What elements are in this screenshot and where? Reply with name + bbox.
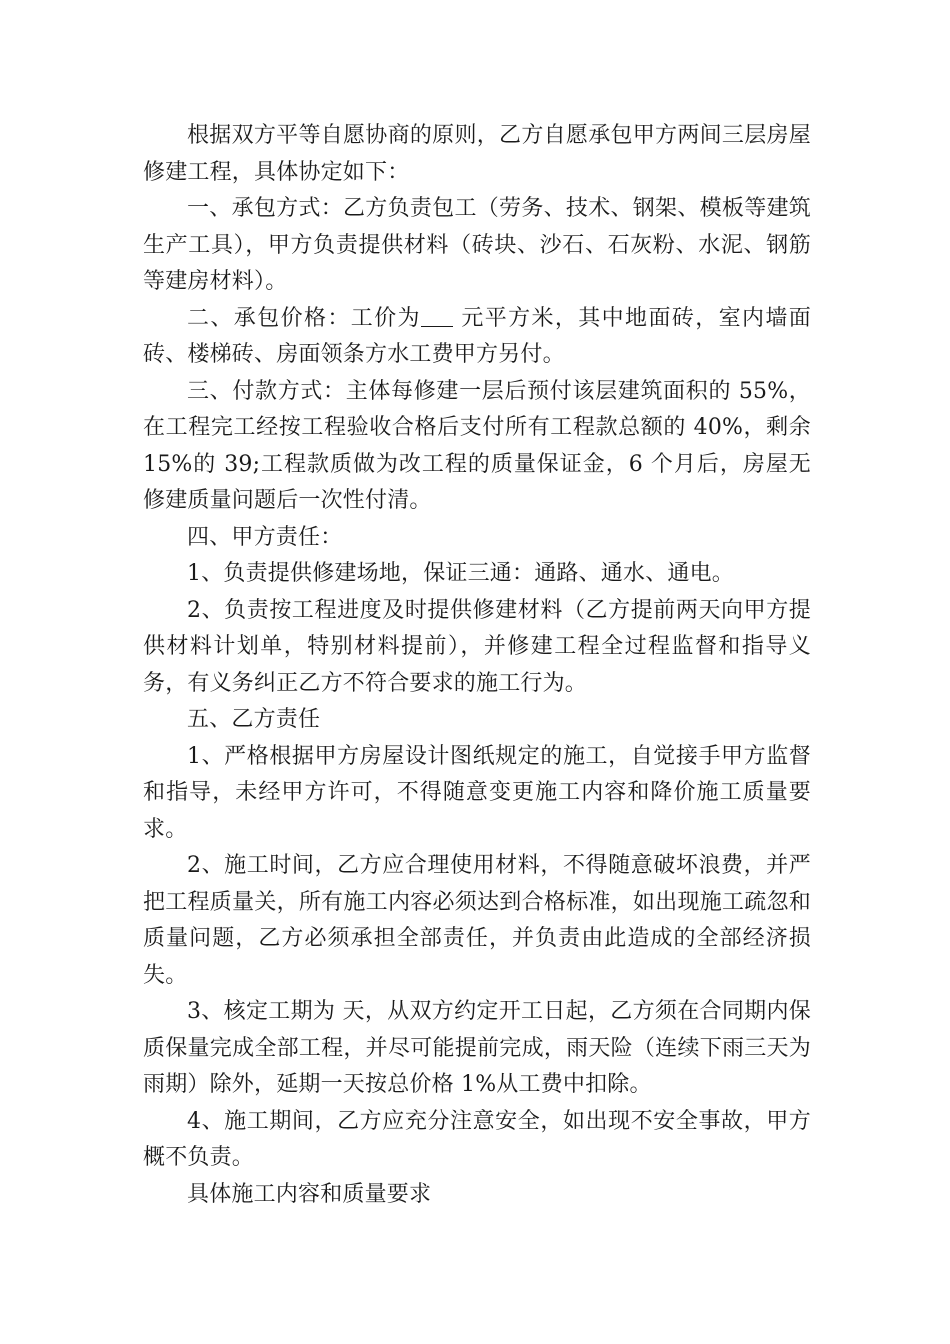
- paragraph-construction-requirements: 具体施工内容和质量要求: [187, 1181, 432, 1207]
- paragraph-payment-method: 三、付款方式：主体每修建一层后预付该层建筑面积的 55%，在工程完工经按工程验收合格后支付所有工程款总额的 40%，剩余 15%的 39;工程款质做为改工程的质量保证金，6 个月后，房屋无修建质量问题后一次性付清。: [143, 378, 811, 513]
- paragraph-party-b-heading: 五、乙方责任: [187, 707, 321, 732]
- paragraph-party-b-item-2: 2、施工时间，乙方应合理使用材料，不得随意破坏浪费，并严把工程质量关，所有施工内容必须达到合格标准，如出现施工疏忽和质量问题，乙方必须承担全部责任，并负责由此造成的全部经济损失。: [143, 853, 811, 988]
- paragraph-party-b-item-3: 3、核定工期为 天，从双方约定开工日起，乙方须在合同期内保质保量完成全部工程，并尽可能提前完成，雨天险（连续下雨三天为雨期）除外，延期一天按总价格 1%从工费中扣除。: [143, 999, 811, 1097]
- paragraph-intro: 根据双方平等自愿协商的原则，乙方自愿承包甲方两间三层房屋修建工程，具体协定如下：: [143, 123, 811, 185]
- paragraph-contract-method: 一、承包方式：乙方负责包工（劳务、技术、钢架、模板等建筑生产工具），甲方负责提供材料（砖块、沙石、石灰粉、水泥、钢筋等建房材料）。: [143, 196, 811, 294]
- paragraph-party-a-item-1: 1、负责提供修建场地，保证三通：通路、通水、通电。: [187, 561, 734, 586]
- paragraph-party-b-item-4: 4、施工期间，乙方应充分注意安全，如出现不安全事故，甲方概不负责。: [143, 1108, 811, 1170]
- paragraph-party-a-heading: 四、甲方责任：: [187, 524, 343, 550]
- price-text-before: 二、承包价格：工价为: [187, 305, 421, 331]
- price-text-after: 元平方米，其中地面砖，室内墙面砖、楼梯砖、房面领条方水工费甲方另付。: [143, 305, 811, 367]
- price-blank-field: [421, 306, 453, 327]
- document-body: [143, 118, 811, 1213]
- paragraph-party-a-item-2: 2、负责按工程进度及时提供修建材料（乙方提前两天向甲方提供材料计划单，特别材料提前），并修建工程全过程监督和指导义务，有义务纠正乙方不符合要求的施工行为。: [143, 597, 811, 696]
- paragraph-party-b-item-1: 1、严格根据甲方房屋设计图纸规定的施工，自觉接手甲方监督和指导，未经甲方许可，不得随意变更施工内容和降价施工质量要求。: [143, 743, 811, 842]
- paragraph-contract-price: [143, 301, 811, 374]
